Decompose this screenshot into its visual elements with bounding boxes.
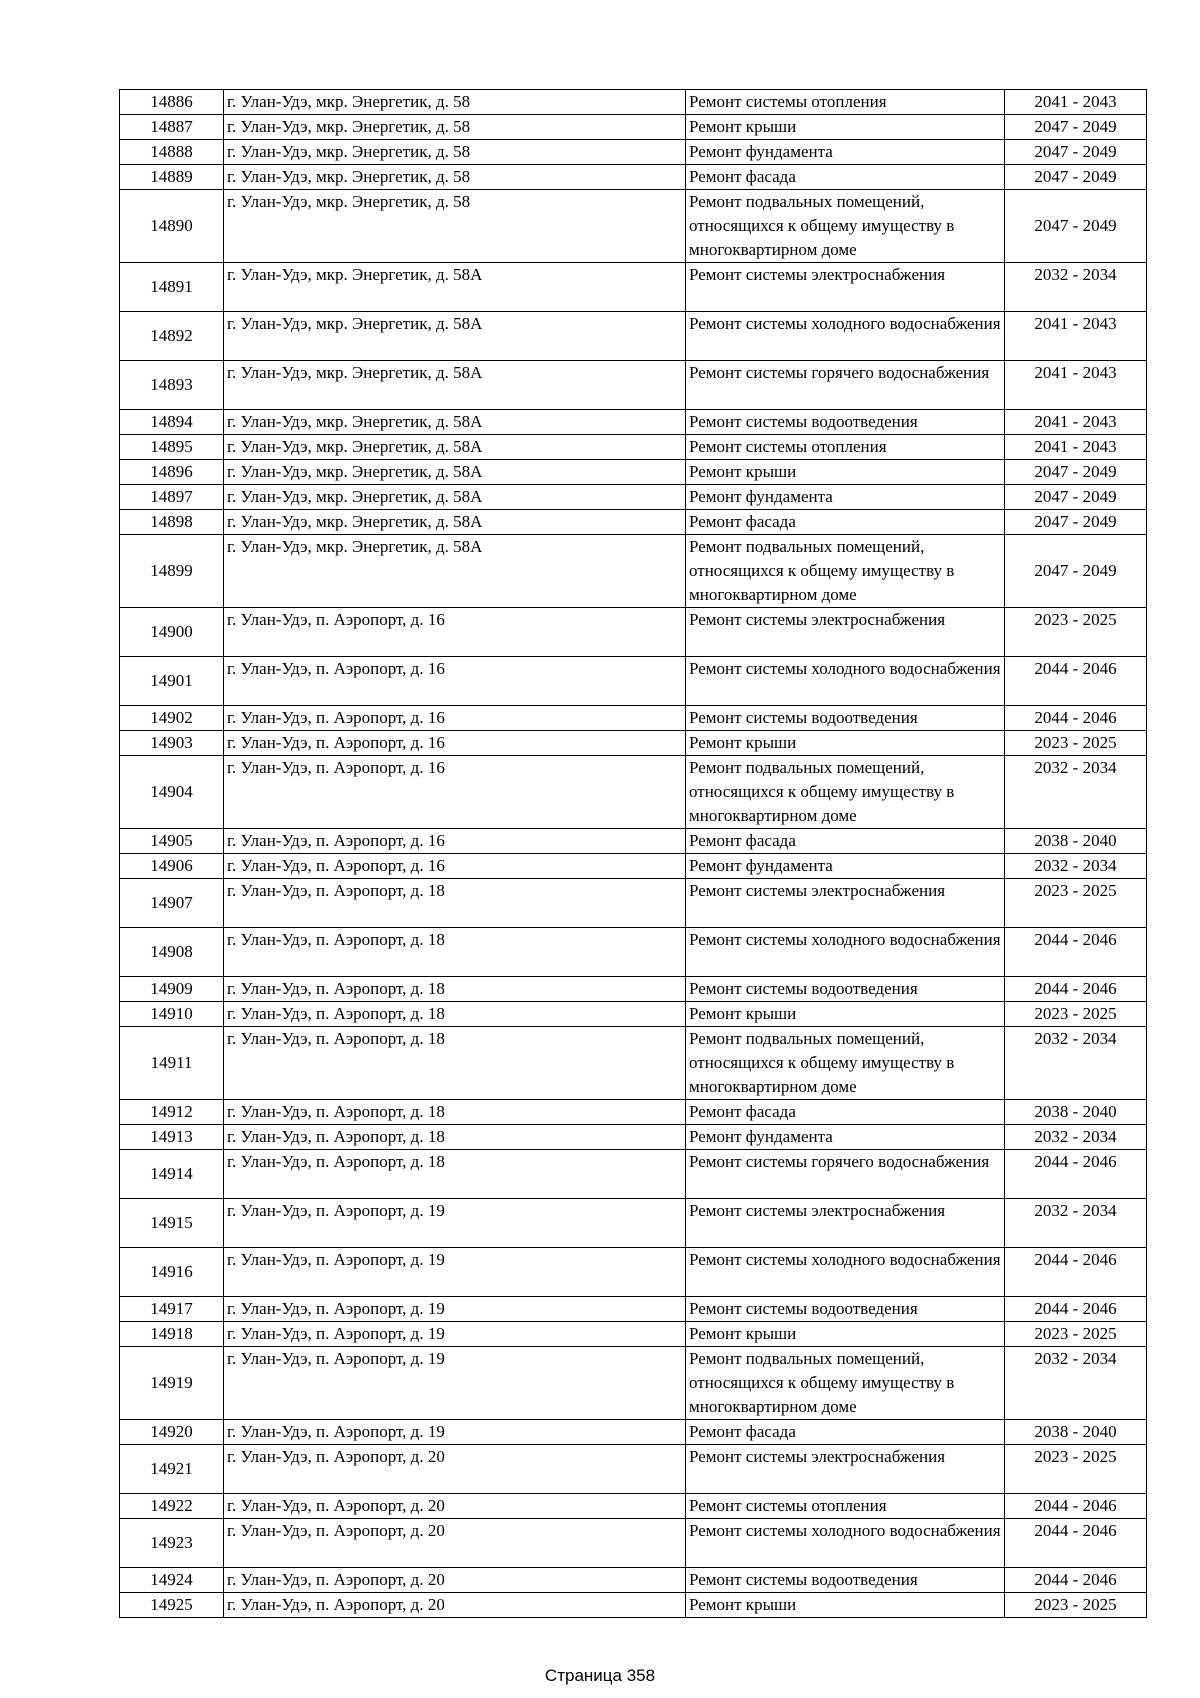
address-cell: г. Улан-Удэ, п. Аэропорт, д. 18	[224, 977, 686, 1002]
period-cell: 2047 - 2049	[1005, 190, 1147, 263]
table-row	[120, 706, 1147, 731]
table-row	[120, 1150, 1147, 1199]
table-row	[120, 535, 1147, 608]
row-number-cell: 14901	[120, 657, 224, 706]
row-number-cell: 14893	[120, 361, 224, 410]
period-cell: 2023 - 2025	[1005, 1445, 1147, 1494]
address-cell: г. Улан-Удэ, п. Аэропорт, д. 18	[224, 1125, 686, 1150]
work-type-cell: Ремонт системы отопления	[686, 90, 1005, 115]
address-cell: г. Улан-Удэ, п. Аэропорт, д. 16	[224, 854, 686, 879]
row-number-cell: 14897	[120, 485, 224, 510]
table-row	[120, 928, 1147, 977]
work-type-cell: Ремонт крыши	[686, 1002, 1005, 1027]
address-cell: г. Улан-Удэ, п. Аэропорт, д. 18	[224, 1100, 686, 1125]
row-number-cell: 14886	[120, 90, 224, 115]
work-type-cell: Ремонт крыши	[686, 731, 1005, 756]
address-cell: г. Улан-Удэ, мкр. Энергетик, д. 58	[224, 115, 686, 140]
row-number-cell: 14921	[120, 1445, 224, 1494]
capital-repair-table	[119, 89, 1147, 1618]
address-cell: г. Улан-Удэ, п. Аэропорт, д. 18	[224, 879, 686, 928]
row-number-cell: 14888	[120, 140, 224, 165]
work-type-cell: Ремонт подвальных помещений, относящихся к общему имуществу в многоквартирном доме	[686, 535, 1005, 608]
period-cell: 2047 - 2049	[1005, 140, 1147, 165]
row-number-cell: 14892	[120, 312, 224, 361]
period-cell: 2041 - 2043	[1005, 361, 1147, 410]
row-number-cell: 14910	[120, 1002, 224, 1027]
work-type-cell: Ремонт фасада	[686, 1420, 1005, 1445]
table-row	[120, 312, 1147, 361]
row-number-cell: 14908	[120, 928, 224, 977]
table-row	[120, 90, 1147, 115]
address-cell: г. Улан-Удэ, мкр. Энергетик, д. 58А	[224, 535, 686, 608]
work-type-cell: Ремонт системы водоотведения	[686, 706, 1005, 731]
period-cell: 2032 - 2034	[1005, 756, 1147, 829]
row-number-cell: 14904	[120, 756, 224, 829]
row-number-cell: 14896	[120, 460, 224, 485]
page-number: Страница 358	[544, 1666, 656, 1685]
work-type-cell: Ремонт крыши	[686, 1593, 1005, 1618]
row-number-cell: 14913	[120, 1125, 224, 1150]
period-cell: 2023 - 2025	[1005, 731, 1147, 756]
table-row	[120, 190, 1147, 263]
address-cell: г. Улан-Удэ, мкр. Энергетик, д. 58	[224, 165, 686, 190]
row-number-cell: 14889	[120, 165, 224, 190]
work-type-cell: Ремонт системы холодного водоснабжения	[686, 657, 1005, 706]
row-number-cell: 14924	[120, 1568, 224, 1593]
work-type-cell: Ремонт крыши	[686, 460, 1005, 485]
address-cell: г. Улан-Удэ, п. Аэропорт, д. 18	[224, 928, 686, 977]
address-cell: г. Улан-Удэ, мкр. Энергетик, д. 58А	[224, 460, 686, 485]
address-cell: г. Улан-Удэ, п. Аэропорт, д. 20	[224, 1593, 686, 1618]
address-cell: г. Улан-Удэ, п. Аэропорт, д. 20	[224, 1445, 686, 1494]
period-cell: 2023 - 2025	[1005, 1593, 1147, 1618]
row-number-cell: 14925	[120, 1593, 224, 1618]
table-row	[120, 1593, 1147, 1618]
table-row	[120, 140, 1147, 165]
period-cell: 2047 - 2049	[1005, 115, 1147, 140]
address-cell: г. Улан-Удэ, п. Аэропорт, д. 19	[224, 1322, 686, 1347]
work-type-cell: Ремонт крыши	[686, 115, 1005, 140]
period-cell: 2044 - 2046	[1005, 1248, 1147, 1297]
address-cell: г. Улан-Удэ, п. Аэропорт, д. 19	[224, 1248, 686, 1297]
period-cell: 2044 - 2046	[1005, 1150, 1147, 1199]
address-cell: г. Улан-Удэ, п. Аэропорт, д. 16	[224, 608, 686, 657]
address-cell: г. Улан-Удэ, мкр. Энергетик, д. 58	[224, 140, 686, 165]
work-type-cell: Ремонт системы холодного водоснабжения	[686, 1519, 1005, 1568]
table-row	[120, 435, 1147, 460]
period-cell: 2032 - 2034	[1005, 854, 1147, 879]
table-row	[120, 756, 1147, 829]
table-row	[120, 410, 1147, 435]
period-cell: 2047 - 2049	[1005, 485, 1147, 510]
address-cell: г. Улан-Удэ, мкр. Энергетик, д. 58А	[224, 263, 686, 312]
work-type-cell: Ремонт системы водоотведения	[686, 1297, 1005, 1322]
table-row	[120, 165, 1147, 190]
address-cell: г. Улан-Удэ, п. Аэропорт, д. 19	[224, 1347, 686, 1420]
row-number-cell: 14900	[120, 608, 224, 657]
table-row	[120, 977, 1147, 1002]
row-number-cell: 14891	[120, 263, 224, 312]
table-row	[120, 115, 1147, 140]
work-type-cell: Ремонт подвальных помещений, относящихся к общему имуществу в многоквартирном доме	[686, 1347, 1005, 1420]
address-cell: г. Улан-Удэ, п. Аэропорт, д. 18	[224, 1002, 686, 1027]
address-cell: г. Улан-Удэ, п. Аэропорт, д. 16	[224, 731, 686, 756]
work-type-cell: Ремонт системы холодного водоснабжения	[686, 928, 1005, 977]
row-number-cell: 14919	[120, 1347, 224, 1420]
row-number-cell: 14923	[120, 1519, 224, 1568]
table-row	[120, 657, 1147, 706]
table-row	[120, 361, 1147, 410]
work-type-cell: Ремонт системы водоотведения	[686, 410, 1005, 435]
work-type-cell: Ремонт крыши	[686, 1322, 1005, 1347]
table-row	[120, 1568, 1147, 1593]
period-cell: 2038 - 2040	[1005, 829, 1147, 854]
period-cell: 2044 - 2046	[1005, 1494, 1147, 1519]
address-cell: г. Улан-Удэ, п. Аэропорт, д. 20	[224, 1568, 686, 1593]
work-type-cell: Ремонт системы холодного водоснабжения	[686, 1248, 1005, 1297]
period-cell: 2032 - 2034	[1005, 1347, 1147, 1420]
row-number-cell: 14902	[120, 706, 224, 731]
table-row	[120, 510, 1147, 535]
table-row	[120, 485, 1147, 510]
period-cell: 2047 - 2049	[1005, 460, 1147, 485]
period-cell: 2047 - 2049	[1005, 165, 1147, 190]
work-type-cell: Ремонт системы электроснабжения	[686, 1445, 1005, 1494]
address-cell: г. Улан-Удэ, п. Аэропорт, д. 20	[224, 1494, 686, 1519]
period-cell: 2023 - 2025	[1005, 1322, 1147, 1347]
address-cell: г. Улан-Удэ, мкр. Энергетик, д. 58А	[224, 361, 686, 410]
period-cell: 2044 - 2046	[1005, 706, 1147, 731]
address-cell: г. Улан-Удэ, п. Аэропорт, д. 18	[224, 1027, 686, 1100]
work-type-cell: Ремонт фасада	[686, 165, 1005, 190]
row-number-cell: 14918	[120, 1322, 224, 1347]
address-cell: г. Улан-Удэ, п. Аэропорт, д. 19	[224, 1199, 686, 1248]
row-number-cell: 14915	[120, 1199, 224, 1248]
work-type-cell: Ремонт системы холодного водоснабжения	[686, 312, 1005, 361]
work-type-cell: Ремонт фасада	[686, 829, 1005, 854]
period-cell: 2032 - 2034	[1005, 263, 1147, 312]
work-type-cell: Ремонт системы водоотведения	[686, 1568, 1005, 1593]
address-cell: г. Улан-Удэ, п. Аэропорт, д. 16	[224, 657, 686, 706]
period-cell: 2023 - 2025	[1005, 1002, 1147, 1027]
period-cell: 2044 - 2046	[1005, 1519, 1147, 1568]
row-number-cell: 14920	[120, 1420, 224, 1445]
work-type-cell: Ремонт фасада	[686, 510, 1005, 535]
address-cell: г. Улан-Удэ, мкр. Энергетик, д. 58А	[224, 510, 686, 535]
row-number-cell: 14906	[120, 854, 224, 879]
period-cell: 2044 - 2046	[1005, 1297, 1147, 1322]
document-sheet	[119, 89, 1146, 1618]
table-row	[120, 460, 1147, 485]
period-cell: 2044 - 2046	[1005, 928, 1147, 977]
table-row	[120, 829, 1147, 854]
period-cell: 2038 - 2040	[1005, 1420, 1147, 1445]
address-cell: г. Улан-Удэ, мкр. Энергетик, д. 58А	[224, 435, 686, 460]
table-row	[120, 1519, 1147, 1568]
period-cell: 2047 - 2049	[1005, 510, 1147, 535]
address-cell: г. Улан-Удэ, п. Аэропорт, д. 19	[224, 1420, 686, 1445]
table-body	[120, 90, 1147, 1618]
table-row	[120, 1248, 1147, 1297]
row-number-cell: 14890	[120, 190, 224, 263]
period-cell: 2041 - 2043	[1005, 90, 1147, 115]
address-cell: г. Улан-Удэ, п. Аэропорт, д. 16	[224, 756, 686, 829]
work-type-cell: Ремонт фундамента	[686, 854, 1005, 879]
period-cell: 2032 - 2034	[1005, 1125, 1147, 1150]
row-number-cell: 14907	[120, 879, 224, 928]
address-cell: г. Улан-Удэ, мкр. Энергетик, д. 58А	[224, 312, 686, 361]
row-number-cell: 14894	[120, 410, 224, 435]
work-type-cell: Ремонт системы горячего водоснабжения	[686, 1150, 1005, 1199]
work-type-cell: Ремонт подвальных помещений, относящихся к общему имуществу в многоквартирном доме	[686, 1027, 1005, 1100]
table-row	[120, 263, 1147, 312]
work-type-cell: Ремонт системы отопления	[686, 1494, 1005, 1519]
period-cell: 2044 - 2046	[1005, 977, 1147, 1002]
address-cell: г. Улан-Удэ, п. Аэропорт, д. 16	[224, 706, 686, 731]
address-cell: г. Улан-Удэ, п. Аэропорт, д. 19	[224, 1297, 686, 1322]
table-row	[120, 1125, 1147, 1150]
row-number-cell: 14898	[120, 510, 224, 535]
table-row	[120, 1445, 1147, 1494]
table-row	[120, 1297, 1147, 1322]
table-row	[120, 1027, 1147, 1100]
row-number-cell: 14917	[120, 1297, 224, 1322]
period-cell: 2044 - 2046	[1005, 657, 1147, 706]
work-type-cell: Ремонт фундамента	[686, 140, 1005, 165]
address-cell: г. Улан-Удэ, п. Аэропорт, д. 16	[224, 829, 686, 854]
period-cell: 2032 - 2034	[1005, 1027, 1147, 1100]
table-row	[120, 1002, 1147, 1027]
work-type-cell: Ремонт системы отопления	[686, 435, 1005, 460]
period-cell: 2041 - 2043	[1005, 312, 1147, 361]
table-row	[120, 854, 1147, 879]
work-type-cell: Ремонт подвальных помещений, относящихся к общему имуществу в многоквартирном доме	[686, 190, 1005, 263]
period-cell: 2038 - 2040	[1005, 1100, 1147, 1125]
work-type-cell: Ремонт системы водоотведения	[686, 977, 1005, 1002]
period-cell: 2041 - 2043	[1005, 435, 1147, 460]
row-number-cell: 14899	[120, 535, 224, 608]
table-row	[120, 1100, 1147, 1125]
work-type-cell: Ремонт системы горячего водоснабжения	[686, 361, 1005, 410]
table-row	[120, 879, 1147, 928]
row-number-cell: 14905	[120, 829, 224, 854]
address-cell: г. Улан-Удэ, мкр. Энергетик, д. 58	[224, 90, 686, 115]
row-number-cell: 14916	[120, 1248, 224, 1297]
period-cell: 2041 - 2043	[1005, 410, 1147, 435]
table-row	[120, 608, 1147, 657]
row-number-cell: 14912	[120, 1100, 224, 1125]
table-row	[120, 1199, 1147, 1248]
row-number-cell: 14903	[120, 731, 224, 756]
work-type-cell: Ремонт системы электроснабжения	[686, 879, 1005, 928]
table-row	[120, 731, 1147, 756]
address-cell: г. Улан-Удэ, мкр. Энергетик, д. 58	[224, 190, 686, 263]
table-row	[120, 1347, 1147, 1420]
row-number-cell: 14909	[120, 977, 224, 1002]
address-cell: г. Улан-Удэ, мкр. Энергетик, д. 58А	[224, 485, 686, 510]
row-number-cell: 14922	[120, 1494, 224, 1519]
address-cell: г. Улан-Удэ, п. Аэропорт, д. 18	[224, 1150, 686, 1199]
period-cell: 2023 - 2025	[1005, 879, 1147, 928]
table-row	[120, 1420, 1147, 1445]
work-type-cell: Ремонт системы электроснабжения	[686, 1199, 1005, 1248]
work-type-cell: Ремонт фасада	[686, 1100, 1005, 1125]
row-number-cell: 14887	[120, 115, 224, 140]
table-row	[120, 1494, 1147, 1519]
address-cell: г. Улан-Удэ, п. Аэропорт, д. 20	[224, 1519, 686, 1568]
work-type-cell: Ремонт системы электроснабжения	[686, 608, 1005, 657]
work-type-cell: Ремонт фундамента	[686, 485, 1005, 510]
row-number-cell: 14911	[120, 1027, 224, 1100]
period-cell: 2044 - 2046	[1005, 1568, 1147, 1593]
period-cell: 2032 - 2034	[1005, 1199, 1147, 1248]
work-type-cell: Ремонт подвальных помещений, относящихся к общему имуществу в многоквартирном доме	[686, 756, 1005, 829]
work-type-cell: Ремонт фундамента	[686, 1125, 1005, 1150]
row-number-cell: 14914	[120, 1150, 224, 1199]
work-type-cell: Ремонт системы электроснабжения	[686, 263, 1005, 312]
period-cell: 2023 - 2025	[1005, 608, 1147, 657]
row-number-cell: 14895	[120, 435, 224, 460]
address-cell: г. Улан-Удэ, мкр. Энергетик, д. 58А	[224, 410, 686, 435]
period-cell: 2047 - 2049	[1005, 535, 1147, 608]
table-row	[120, 1322, 1147, 1347]
